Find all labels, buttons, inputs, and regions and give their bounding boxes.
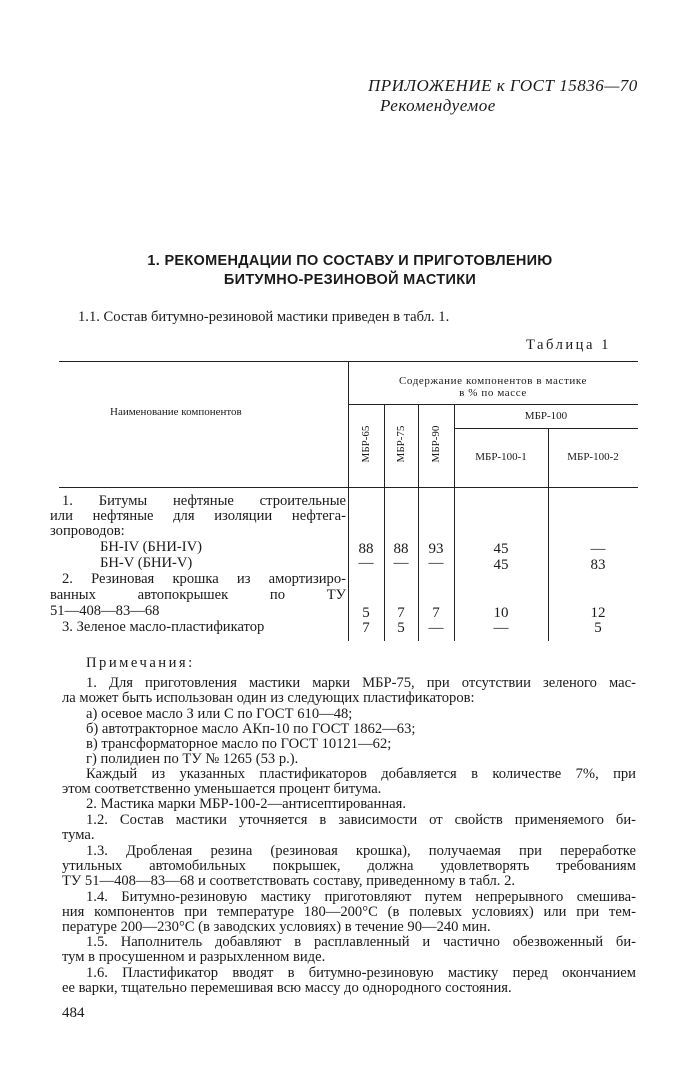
- row-label: 3. Зеленое масло-пластификатор: [62, 619, 265, 635]
- note-line: 2. Мастика марки МБР-100-2—антисептированная.: [86, 796, 406, 812]
- table-cell: —: [358, 555, 374, 571]
- table-cell: 7: [362, 620, 370, 636]
- paragraph-line: 1.6. Пластификатор вводят в битумно-резиновую мастику перед окончанием: [86, 965, 636, 981]
- note-line: а) осевое масло З или С по ГОСТ 610—48;: [86, 706, 353, 722]
- column-header-mbr100: МБР-100: [524, 410, 568, 422]
- table-cell: —: [493, 620, 509, 636]
- paragraph-line: 1.3. Дробленая резина (резиновая крошка), получаемая при переработке: [86, 843, 636, 859]
- table-cell: 5: [397, 620, 405, 636]
- column-header-mbr100-1: МБР-100-1: [475, 451, 527, 463]
- note-line: б) автотракторное масло АКп-10 по ГОСТ 1862—63;: [86, 721, 416, 737]
- note-line: ла может быть использован один из следующих пластификаторов:: [62, 690, 475, 706]
- note-line: 1. Для приготовления мастики марки МБР-75, при отсутствии зеленого мас-: [86, 675, 636, 691]
- section-title-line1: 1. РЕКОМЕНДАЦИИ ПО СОСТАВУ И ПРИГОТОВЛЕНИЮ: [147, 253, 553, 269]
- column-header-mbr100-2: МБР-100-2: [567, 451, 619, 463]
- table-cell: —: [590, 541, 606, 557]
- row-label: 2. Резиновая крошка из амортизиро-: [62, 571, 346, 587]
- table-cell: —: [393, 555, 409, 571]
- column-header-units: в % по массе: [459, 387, 527, 399]
- paragraph-line: 1.4. Битумно-резиновую мастику приготовляют путем непрерывного смешива-: [86, 889, 636, 905]
- table-cell: 88: [358, 541, 374, 557]
- row-label: БН-V (БНИ-V): [100, 555, 193, 571]
- paragraph-line: ния компонентов при температуре 180—200°С (в полевых условиях) или при тем-: [62, 904, 636, 920]
- row-label: БН-IV (БНИ-IV): [100, 539, 202, 555]
- table-cell: —: [428, 555, 444, 571]
- row-label: 51—408—83—68: [50, 603, 160, 619]
- note-line: в) трансформаторное масло по ГОСТ 10121—62;: [86, 736, 392, 752]
- notes-title: Примечания:: [86, 655, 195, 671]
- paragraph-line: тум в просушенном и разрыхленном виде.: [62, 949, 326, 965]
- table-cell: 5: [362, 605, 370, 621]
- table-cell: 83: [590, 557, 606, 573]
- paragraph-line: ее варки, тщательно перемешивая всю массу до однородного состояния.: [62, 980, 512, 996]
- appendix-header: ПРИЛОЖЕНИЕ к ГОСТ 15836—70: [368, 76, 638, 95]
- note-line: этом соответственно уменьшается процент битума.: [62, 781, 382, 797]
- table-cell: —: [428, 620, 444, 636]
- row-label: ванных автопокрышек по ТУ: [50, 587, 346, 603]
- page-number: 484: [62, 1005, 85, 1021]
- paragraph-line: 1.2. Состав мастики уточняется в зависимости от свойств применяемого би-: [86, 812, 636, 828]
- table-cell: 45: [493, 557, 509, 573]
- paragraph-line: тума.: [62, 827, 95, 843]
- row-label: зопроводов:: [50, 523, 125, 539]
- table-cell: 45: [493, 541, 509, 557]
- table-cell: 10: [493, 605, 509, 621]
- paragraph-line: пературе 200—230°С (в заводских условиях) в течение 90—240 мин.: [62, 919, 491, 935]
- note-line: Каждый из указанных пластификаторов добавляется в количестве 7%, при: [86, 766, 636, 782]
- column-header-mbr75: МБР-75: [395, 425, 407, 463]
- note-line: г) полидиен по ТУ № 1265 (53 р.).: [86, 751, 299, 767]
- section-title-line2: БИТУМНО-РЕЗИНОВОЙ МАСТИКИ: [223, 272, 477, 288]
- table-cell: 93: [428, 541, 444, 557]
- column-header-name: Наименование компонентов: [110, 406, 242, 418]
- row-label: 1. Битумы нефтяные строительные: [62, 493, 346, 509]
- table-cell: 88: [393, 541, 409, 557]
- appendix-status: Рекомендуемое: [380, 96, 496, 115]
- paragraph-line: 1.5. Наполнитель добавляют в расплавленный и частично обезвоженный би-: [86, 934, 636, 950]
- row-label: или нефтяные для изоляции нефтега-: [50, 508, 346, 524]
- column-header-content: Содержание компонентов в мастике: [398, 375, 587, 387]
- table-cell: 7: [397, 605, 405, 621]
- table-cell: 7: [432, 605, 440, 621]
- table-caption: Таблица 1: [526, 337, 611, 353]
- table-cell: 5: [594, 620, 602, 636]
- column-header-mbr90: МБР-90: [430, 425, 442, 463]
- paragraph-line: ТУ 51—408—83—68 и соответствовать составу, приведенному в табл. 2.: [62, 873, 516, 889]
- paragraph-line: утильных автомобильных покрышек, должна удовлетворять требованиям: [62, 858, 636, 874]
- intro-paragraph: 1.1. Состав битумно-резиновой мастики приведен в табл. 1.: [78, 309, 450, 325]
- table-cell: 12: [590, 605, 606, 621]
- column-header-mbr65: МБР-65: [360, 425, 372, 463]
